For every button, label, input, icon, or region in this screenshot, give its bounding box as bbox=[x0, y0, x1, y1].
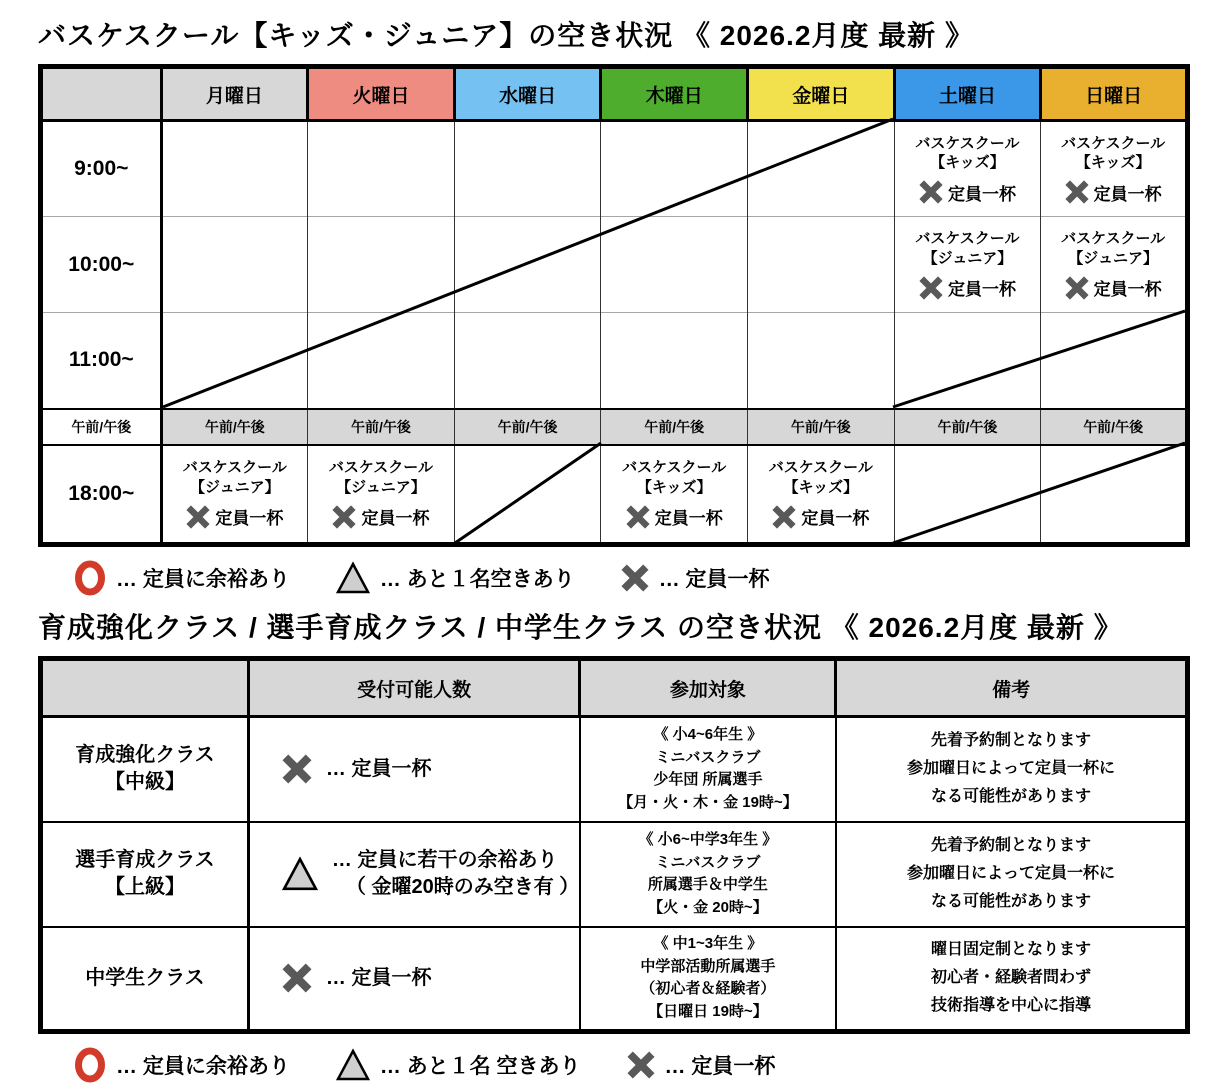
capacity-cell bbox=[248, 717, 579, 822]
circle-icon bbox=[74, 1047, 106, 1083]
entry-program: バスケスクール bbox=[328, 459, 433, 477]
schedule-cell bbox=[601, 313, 748, 409]
entry-program: バスケスクール bbox=[915, 230, 1020, 247]
legend-text: … 定員一杯 bbox=[664, 1055, 776, 1078]
ampm-label: 午前/午後 bbox=[41, 409, 162, 445]
cross-icon bbox=[627, 1051, 655, 1079]
entry-status-text: 定員一杯 bbox=[1093, 280, 1162, 299]
entry-class: 【キッズ】 bbox=[783, 478, 859, 496]
entry-class: 【キッズ】 bbox=[930, 154, 1005, 171]
class-name bbox=[41, 822, 249, 927]
schedule-cell bbox=[748, 313, 895, 409]
target-line: 【月・火・木・金 19時~】 bbox=[618, 793, 798, 811]
class-availability-table bbox=[38, 656, 1190, 1034]
schedule-entry-sun-10 bbox=[1041, 229, 1185, 300]
schedule-cell bbox=[601, 217, 748, 313]
row-11am bbox=[41, 313, 1188, 409]
entry-program: バスケスクール bbox=[915, 134, 1020, 152]
triangle-icon bbox=[336, 561, 370, 595]
day-header-saturday: 土曜日 bbox=[894, 67, 1041, 121]
notes-line: 先着予約制となります bbox=[930, 732, 1091, 750]
t2-header-row bbox=[41, 659, 1188, 717]
schedule-cell bbox=[601, 121, 748, 217]
corner-cell bbox=[41, 67, 162, 121]
t2-row-ikusei bbox=[41, 717, 1188, 822]
schedule-cell bbox=[894, 121, 1041, 217]
capacity-cell bbox=[248, 927, 579, 1032]
schedule-cell bbox=[894, 445, 1041, 545]
schedule-cell bbox=[308, 445, 455, 545]
target-line: 所属選手＆中学生 bbox=[647, 876, 768, 893]
target-cell bbox=[580, 822, 836, 927]
target-line: 《 小6~中学3年生 》 bbox=[638, 831, 778, 848]
t2-row-senshu bbox=[41, 822, 1188, 927]
notes-line: なる可能性があります bbox=[930, 788, 1091, 806]
schedule-entry-sat-9 bbox=[895, 134, 1041, 205]
schedule-cell bbox=[454, 217, 601, 313]
schedule-entry-mon-18 bbox=[163, 458, 308, 529]
entry-status-text: 定員一杯 bbox=[1093, 184, 1162, 204]
notes-line: 技術指導を中心に指導 bbox=[930, 997, 1091, 1015]
cross-icon bbox=[186, 505, 210, 529]
schedule-cell bbox=[1041, 445, 1188, 545]
notes-cell bbox=[836, 927, 1188, 1032]
target-line: ミニバスクラブ bbox=[655, 748, 761, 766]
legend-item-available bbox=[74, 560, 290, 596]
schedule-cell bbox=[308, 121, 455, 217]
cross-icon bbox=[626, 505, 650, 529]
t2-row-chugakusei bbox=[41, 927, 1188, 1032]
legend-item-one-left bbox=[336, 1048, 581, 1082]
cross-icon bbox=[282, 963, 312, 993]
entry-status bbox=[1065, 275, 1162, 300]
entry-status bbox=[626, 504, 723, 529]
entry-status bbox=[772, 504, 869, 529]
notes-line: 参加曜日によって定員一杯に bbox=[906, 865, 1115, 882]
schedule-entry-sun-9 bbox=[1041, 134, 1185, 205]
day-header-thursday: 木曜日 bbox=[601, 67, 748, 121]
legend-item-one-left bbox=[336, 561, 575, 595]
day-header-row bbox=[41, 67, 1188, 121]
time-label-18: 18:00~ bbox=[41, 445, 162, 545]
entry-program: バスケスクール bbox=[182, 459, 287, 477]
schedule-cell bbox=[748, 121, 895, 217]
kids-junior-title: バスケスクール【キッズ・ジュニア】の空き状況 《 2026.2月度 最新 》 bbox=[38, 20, 974, 51]
capacity-text: … 定員一杯 bbox=[325, 757, 432, 780]
capacity-text-line1: … 定員に若干の余裕あり bbox=[331, 849, 558, 871]
target-line: 《 中1~3年生 》 bbox=[653, 935, 763, 953]
ampm-label: 午前/午後 bbox=[454, 409, 601, 445]
target-line: 【火・金 20時~】 bbox=[648, 898, 768, 916]
legend-text: … 定員一杯 bbox=[658, 568, 770, 591]
schedule-cell bbox=[1041, 217, 1188, 313]
notes-cell bbox=[836, 822, 1188, 927]
target-line: 中学部活動所属選手 bbox=[640, 957, 776, 975]
schedule-cell bbox=[308, 217, 455, 313]
entry-status-text: 定員一杯 bbox=[361, 509, 430, 529]
entry-class: 【キッズ】 bbox=[1075, 154, 1151, 171]
entry-program: バスケスクール bbox=[1061, 230, 1166, 247]
legend-text: … あと１名 空きあり bbox=[379, 1055, 581, 1078]
class-name-line2: 【中級】 bbox=[104, 771, 185, 794]
t2-header-capacity: 受付可能人数 bbox=[248, 659, 579, 717]
class-name-line1: 育成強化クラス bbox=[75, 744, 215, 767]
class-name-line1: 中学生クラス bbox=[85, 966, 205, 989]
entry-status-text: 定員一杯 bbox=[215, 509, 284, 529]
entry-status bbox=[919, 180, 1016, 205]
schedule-cell bbox=[308, 313, 455, 409]
target-line: （初心者＆経験者） bbox=[640, 980, 776, 998]
row-10am bbox=[41, 217, 1188, 313]
target-cell bbox=[580, 927, 836, 1032]
capacity-status bbox=[250, 963, 579, 993]
entry-status bbox=[186, 504, 283, 529]
schedule-cell bbox=[454, 313, 601, 409]
entry-class: 【ジュニア】 bbox=[189, 478, 280, 496]
target-cell bbox=[580, 717, 836, 822]
entry-status-text: 定員一杯 bbox=[947, 184, 1016, 204]
capacity-text: … 定員一杯 bbox=[325, 966, 432, 989]
entry-status-text: 定員一杯 bbox=[947, 280, 1016, 299]
entry-program: バスケスクール bbox=[768, 459, 873, 477]
notes-cell bbox=[836, 717, 1188, 822]
class-name-line2: 【上級】 bbox=[104, 876, 185, 898]
entry-class: 【ジュニア】 bbox=[922, 249, 1013, 267]
row-6pm bbox=[41, 445, 1188, 545]
schedule-cell bbox=[161, 121, 308, 217]
cross-icon bbox=[1065, 276, 1089, 300]
entry-program: バスケスクール bbox=[1061, 134, 1166, 152]
capacity-cell bbox=[248, 822, 579, 927]
day-header-wednesday: 水曜日 bbox=[454, 67, 601, 121]
entry-class: 【キッズ】 bbox=[636, 478, 712, 496]
capacity-text bbox=[332, 847, 579, 901]
schedule-entry-sat-10 bbox=[895, 229, 1041, 300]
target-line: 【日曜日 19時~】 bbox=[648, 1002, 768, 1020]
entry-status bbox=[1065, 180, 1162, 205]
notes-line: 初心者・経験者問わず bbox=[930, 969, 1091, 987]
row-9am bbox=[41, 121, 1188, 217]
schedule-entry-fri-18 bbox=[748, 458, 894, 529]
notes-line: 先着予約制となります bbox=[930, 837, 1091, 854]
ampm-row bbox=[41, 409, 1188, 445]
ampm-label: 午前/午後 bbox=[601, 409, 748, 445]
day-header-tuesday: 火曜日 bbox=[308, 67, 455, 121]
legend-item-available bbox=[74, 1047, 290, 1083]
class-name bbox=[41, 927, 249, 1032]
legend-text: … あと１名空きあり bbox=[379, 568, 575, 591]
entry-class: 【ジュニア】 bbox=[336, 478, 426, 496]
capacity-status bbox=[250, 847, 579, 901]
ampm-label: 午前/午後 bbox=[161, 409, 308, 445]
kids-junior-schedule bbox=[38, 64, 1190, 547]
legend-top bbox=[74, 560, 1190, 596]
legend-item-full bbox=[621, 563, 770, 593]
schedule-cell bbox=[601, 445, 748, 545]
ampm-label: 午前/午後 bbox=[308, 409, 455, 445]
notes-line: 曜日固定制となります bbox=[930, 941, 1091, 959]
cross-icon bbox=[919, 276, 943, 300]
cross-icon bbox=[1065, 180, 1089, 204]
t2-header-target: 参加対象 bbox=[580, 659, 836, 717]
class-name-line1: 選手育成クラス bbox=[75, 849, 215, 871]
capacity-text-line2: （ 金曜20時のみ空き有 ） bbox=[345, 876, 580, 898]
capacity-status bbox=[250, 754, 579, 784]
legend-text: … 定員に余裕あり bbox=[116, 568, 290, 591]
schedule-cell bbox=[454, 121, 601, 217]
time-label-9: 9:00~ bbox=[41, 121, 162, 217]
schedule-cell bbox=[894, 217, 1041, 313]
entry-status-text: 定員一杯 bbox=[801, 509, 870, 529]
time-label-11: 11:00~ bbox=[41, 313, 162, 409]
target-line: 少年団 所属選手 bbox=[653, 771, 763, 789]
schedule-cell bbox=[1041, 313, 1188, 409]
entry-status bbox=[919, 275, 1016, 300]
legend-item-full bbox=[627, 1050, 776, 1080]
schedule-cell bbox=[748, 445, 895, 545]
time-label-10: 10:00~ bbox=[41, 217, 162, 313]
t2-corner-cell bbox=[41, 659, 249, 717]
entry-status bbox=[332, 504, 429, 529]
target-line: ミニバスクラブ bbox=[655, 853, 761, 871]
cross-icon bbox=[282, 754, 312, 784]
t2-header-notes: 備考 bbox=[836, 659, 1188, 717]
schedule-entry-thu-18 bbox=[601, 458, 747, 529]
triangle-icon bbox=[336, 1048, 370, 1082]
schedule-entry-tue-18 bbox=[308, 458, 454, 529]
legend-text: … 定員に余裕あり bbox=[116, 1055, 290, 1078]
classes-title: 育成強化クラス / 選手育成クラス / 中学生クラス の空き状況 《 2026.2月度 最新 》 bbox=[38, 612, 1123, 643]
day-header-friday: 金曜日 bbox=[748, 67, 895, 121]
cross-icon bbox=[621, 564, 649, 592]
schedule-cell bbox=[454, 445, 601, 545]
cross-icon bbox=[332, 505, 356, 529]
ampm-label: 午前/午後 bbox=[748, 409, 895, 445]
notes-line: 参加曜日によって定員一杯に bbox=[906, 760, 1115, 778]
schedule-cell bbox=[1041, 121, 1188, 217]
class-name bbox=[41, 717, 249, 822]
target-line: 《 小4~6年生 》 bbox=[653, 726, 763, 744]
entry-program: バスケスクール bbox=[622, 459, 727, 477]
cross-icon bbox=[919, 180, 943, 204]
entry-status-text: 定員一杯 bbox=[654, 509, 723, 529]
day-header-sunday: 日曜日 bbox=[1041, 67, 1188, 121]
schedule-cell bbox=[161, 217, 308, 313]
day-header-monday: 月曜日 bbox=[161, 67, 308, 121]
circle-icon bbox=[74, 560, 106, 596]
kids-junior-schedule-table bbox=[38, 64, 1190, 547]
notes-line: なる可能性があります bbox=[930, 893, 1091, 910]
entry-class: 【ジュニア】 bbox=[1068, 249, 1158, 267]
ampm-label: 午前/午後 bbox=[1041, 409, 1188, 445]
schedule-cell bbox=[894, 313, 1041, 409]
schedule-cell bbox=[161, 445, 308, 545]
schedule-cell bbox=[161, 313, 308, 409]
ampm-label: 午前/午後 bbox=[894, 409, 1041, 445]
legend-bottom bbox=[74, 1047, 1190, 1083]
schedule-cell bbox=[748, 217, 895, 313]
triangle-icon bbox=[282, 856, 318, 892]
cross-icon bbox=[772, 505, 796, 529]
